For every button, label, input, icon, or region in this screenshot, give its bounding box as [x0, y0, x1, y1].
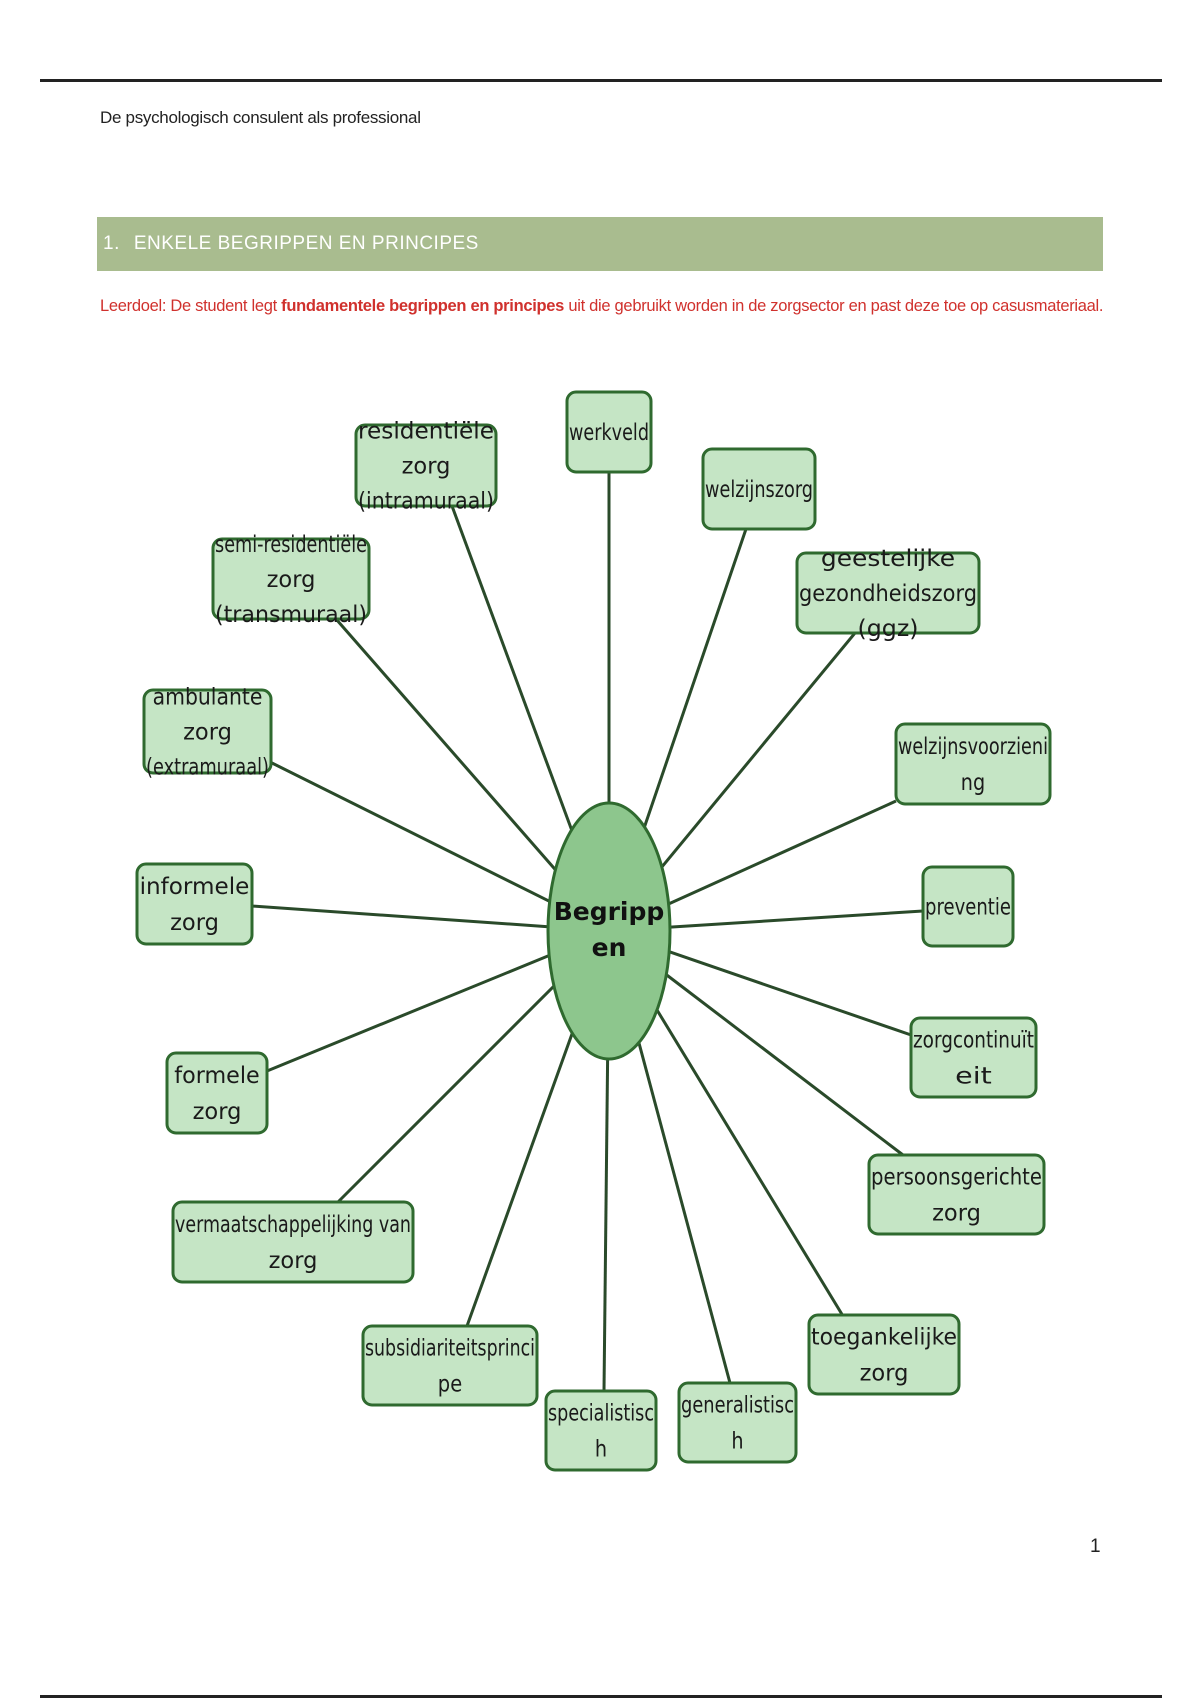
node-label-ggz-1: geestelijke	[820, 546, 956, 572]
section-number: 1.	[103, 233, 120, 254]
edge-formele-zorg	[267, 955, 551, 1071]
center-label-line-2: en	[591, 933, 627, 962]
node-label-ambulante-zorg-1: ambulante	[152, 684, 263, 711]
node-label-informele-zorg-2: zorg	[170, 910, 219, 936]
node-label-welzijnsvoorziening-2: ng	[960, 770, 986, 796]
edge-informele-zorg	[252, 906, 550, 927]
node-label-residentiele-zorg-2: zorg	[401, 453, 451, 480]
center-node	[548, 803, 670, 1059]
node-specialistisch	[546, 1391, 656, 1470]
objective-suffix: uit die gebruikt worden in de zorgsector en past deze toe op casusmateriaal.	[564, 297, 1104, 315]
node-label-toegankelijke-zorg-2: zorg	[859, 1360, 909, 1387]
objective-bold: fundamentele begrippen en principes	[281, 297, 565, 315]
edge-welzijnsvoorziening	[667, 801, 896, 905]
center-label-line-1: Begripp	[553, 897, 665, 926]
node-label-subsidiariteitsprincipe-1: subsidiariteitsprinci	[365, 1335, 535, 1362]
node-label-formele-zorg-2: zorg	[192, 1099, 242, 1125]
node-label-werkveld-1: werkveld	[569, 420, 649, 446]
edge-zorgcontinuiteit	[667, 951, 914, 1036]
node-label-vermaatschappelijking-2: zorg	[268, 1248, 318, 1274]
node-werkveld	[567, 392, 651, 472]
node-label-residentiele-zorg-1: residentiële	[358, 418, 494, 445]
node-label-zorgcontinuiteit-2: eit	[955, 1063, 992, 1090]
node-label-subsidiariteitsprincipe-2: pe	[437, 1371, 463, 1398]
node-label-semi-residentiele-zorg-1: semi-residentiële	[215, 532, 367, 558]
node-label-informele-zorg-1: informele	[139, 874, 250, 900]
node-ambulante-zorg	[144, 685, 271, 781]
edge-toegankelijke-zorg	[656, 1008, 843, 1316]
node-label-ggz-2: gezondheidszorg	[799, 581, 977, 607]
node-label-semi-residentiele-zorg-3: (transmuraal)	[215, 602, 367, 628]
node-label-residentiele-zorg-3: (intramuraal)	[358, 488, 494, 515]
objective-prefix: Leerdoel: De student legt	[100, 297, 282, 315]
edge-preventie	[668, 911, 923, 927]
node-ggz	[797, 546, 979, 642]
node-label-welzijnsvoorziening-1: welzijnsvoorzieni	[898, 734, 1048, 760]
node-label-generalistisch-2: h	[731, 1428, 744, 1455]
node-label-formele-zorg-1: formele	[174, 1063, 260, 1089]
node-label-toegankelijke-zorg-1: toegankelijke	[811, 1324, 957, 1351]
node-label-generalistisch-1: generalistisc	[681, 1392, 794, 1419]
node-subsidiariteitsprincipe	[363, 1326, 537, 1405]
node-semi-residentiele-zorg	[213, 532, 369, 628]
node-label-semi-residentiele-zorg-2: zorg	[266, 567, 316, 593]
node-vermaatschappelijking	[173, 1202, 413, 1282]
running-header: De psychologisch consulent als professional	[100, 108, 421, 127]
node-zorgcontinuiteit	[911, 1018, 1036, 1097]
section-title: ENKELE BEGRIPPEN EN PRINCIPES	[133, 233, 479, 254]
edge-specialistisch	[604, 1055, 608, 1391]
node-label-welzijnszorg-1: welzijnszorg	[705, 477, 813, 503]
node-welzijnsvoorziening	[896, 724, 1050, 804]
edge-subsidiariteitsprincipe	[467, 1030, 573, 1326]
node-label-ambulante-zorg-3: (extramuraal)	[146, 754, 269, 781]
node-persoonsgerichte-zorg	[869, 1155, 1044, 1234]
edge-generalistisch	[638, 1039, 730, 1383]
center-circle	[548, 803, 670, 1059]
node-label-specialistisch-1: specialistisc	[548, 1400, 654, 1427]
node-label-persoonsgerichte-zorg-2: zorg	[932, 1200, 981, 1227]
node-preventie	[923, 867, 1013, 946]
edge-persoonsgerichte-zorg	[665, 973, 903, 1155]
node-generalistisch	[679, 1383, 796, 1462]
node-label-zorgcontinuiteit-1: zorgcontinuït	[913, 1027, 1034, 1054]
node-label-persoonsgerichte-zorg-1: persoonsgerichte	[871, 1164, 1042, 1191]
node-residentiele-zorg	[356, 419, 496, 515]
edge-residentiele-zorg	[452, 506, 573, 833]
node-label-ggz-3: (ggz)	[857, 616, 919, 642]
node-informele-zorg	[137, 864, 252, 944]
node-label-ambulante-zorg-2: zorg	[183, 719, 232, 746]
node-formele-zorg	[167, 1053, 267, 1133]
node-welzijnszorg	[703, 449, 815, 529]
edge-semi-residentiele-zorg	[336, 619, 557, 872]
node-label-vermaatschappelijking-1: vermaatschappelijking van	[175, 1212, 411, 1238]
page-number: 1	[1090, 1536, 1101, 1557]
node-label-preventie-1: preventie	[925, 894, 1011, 921]
node-toegankelijke-zorg	[809, 1315, 959, 1394]
edge-ambulante-zorg	[268, 761, 551, 902]
bottom-rule	[40, 1695, 1162, 1698]
node-label-specialistisch-2: h	[594, 1436, 608, 1463]
